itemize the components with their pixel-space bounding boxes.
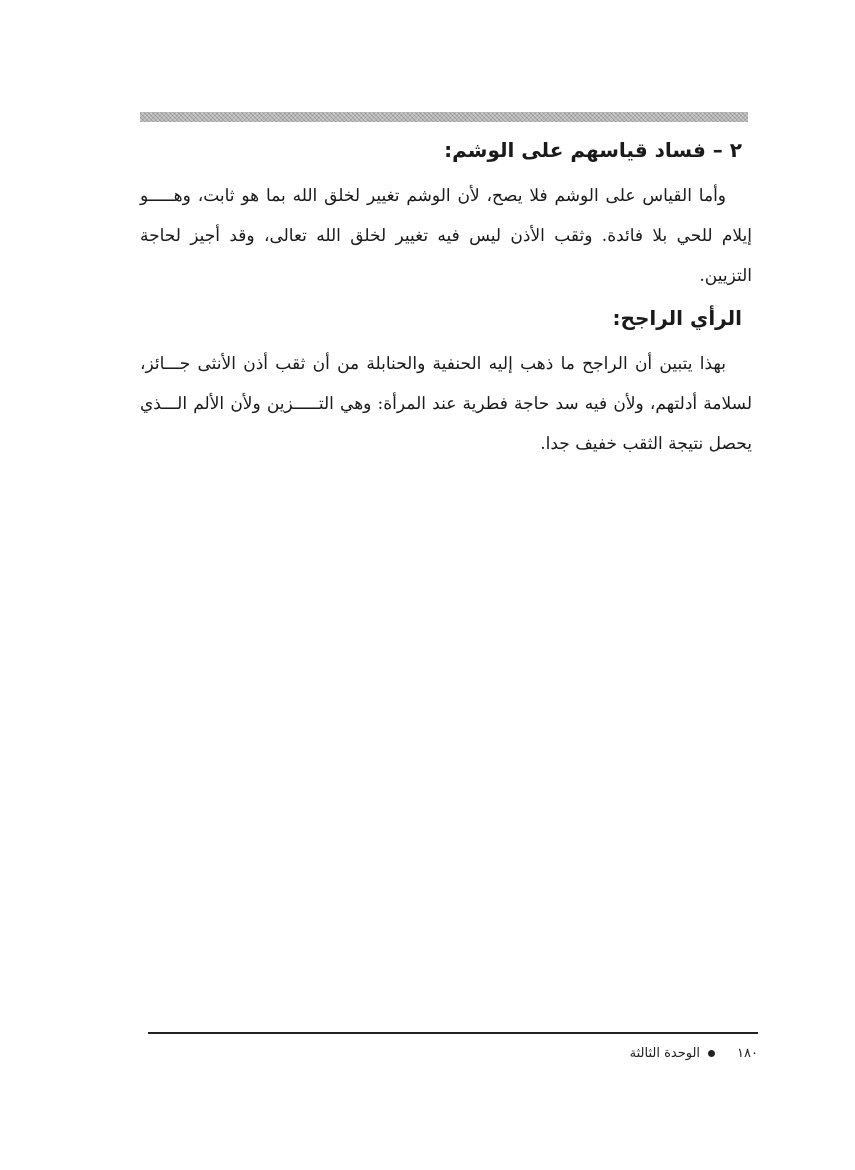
page-number: ١٨٠ <box>737 1046 758 1061</box>
paragraph-line: لسلامة أدلتهم، ولأن فيه سد حاجة فطرية عند المرأة: وهي التـــــزين ولأن الألم الـــذي <box>140 394 752 414</box>
page-footer <box>630 1046 758 1061</box>
paragraph-line: إيلام للحي بلا فائدة. وثقب الأذن ليس فيه تغيير لخلق الله تعالى، وقد أجيز لحاجة التزيين. <box>140 226 752 286</box>
header-decorative-band <box>140 112 748 122</box>
preferred-opinion-paragraph <box>140 344 752 464</box>
preferred-opinion-heading: الرأي الراجح: <box>612 306 742 330</box>
page-content <box>140 128 752 464</box>
footer-rule <box>148 1032 758 1034</box>
unit-label: الوحدة الثالثة <box>629 1046 701 1061</box>
paragraph-line: بهذا يتبين أن الراجح ما ذهب إليه الحنفية والحنابلة من أن ثقب أذن الأنثى جـــائز، <box>140 354 726 374</box>
paragraph-line: وأما القياس على الوشم فلا يصح، لأن الوشم تغيير لخلق الله بما هو ثابت، وهـــــو <box>140 186 726 206</box>
paragraph-line: يحصل نتيجة الثقب خفيف جدا. <box>540 434 752 454</box>
section-paragraph <box>140 176 752 296</box>
section-heading-tattoo-analogy: ٢ – فساد قياسهم على الوشم: <box>444 138 742 162</box>
bullet-icon <box>708 1050 715 1057</box>
